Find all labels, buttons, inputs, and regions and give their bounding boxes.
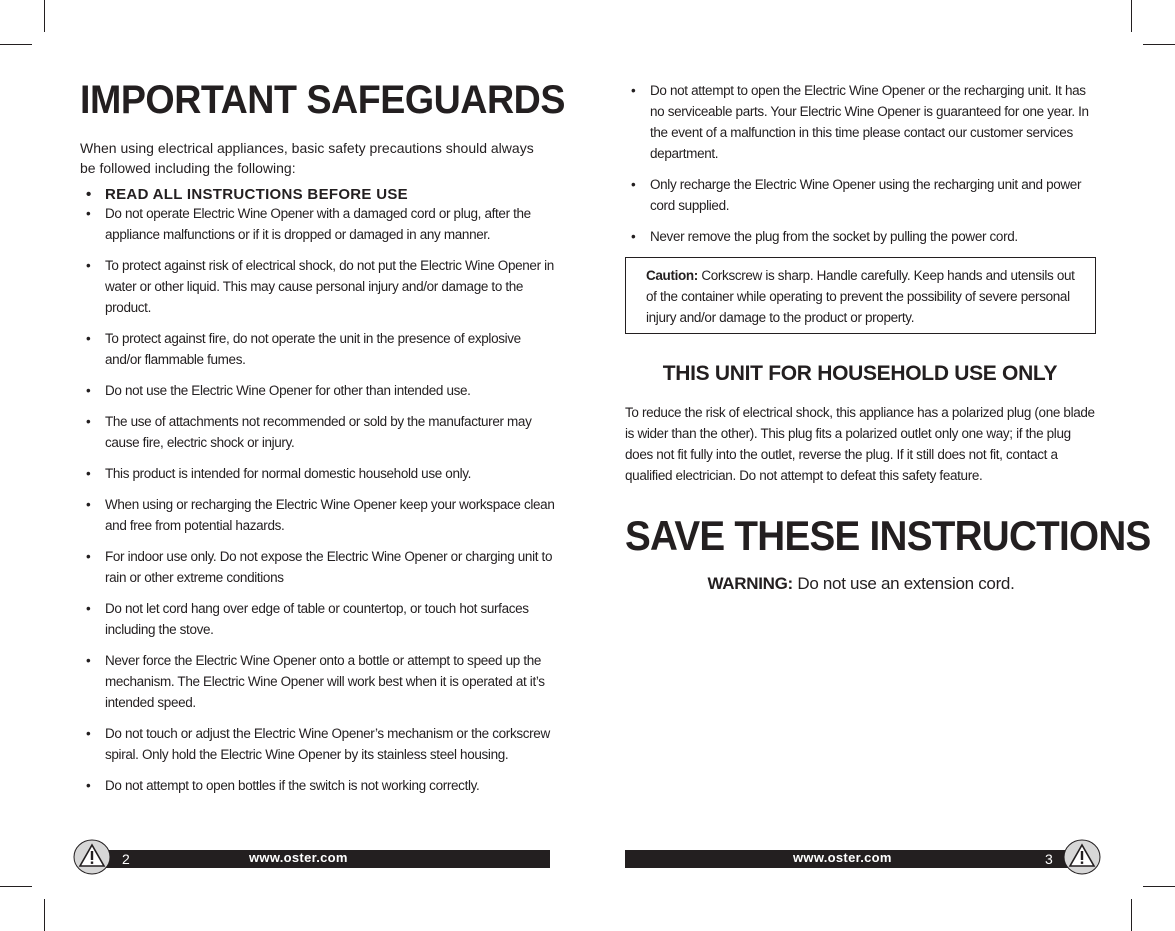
crop-mark bbox=[0, 886, 32, 887]
crop-mark bbox=[1143, 44, 1175, 45]
list-item bbox=[625, 80, 1095, 164]
bullet: • bbox=[86, 331, 91, 346]
list-item-header bbox=[80, 186, 555, 203]
list-item-text: Never remove the plug from the socket by pulling the power cord. bbox=[650, 229, 1018, 244]
list-item bbox=[80, 723, 555, 765]
bullet: • bbox=[631, 83, 636, 98]
bullet: • bbox=[631, 229, 636, 244]
bullet: • bbox=[86, 497, 91, 512]
crop-mark bbox=[1143, 886, 1175, 887]
list-item-text: Only recharge the Electric Wine Opener using the recharging unit and power cord supplied. bbox=[650, 177, 1082, 213]
warning-line bbox=[625, 574, 1097, 594]
bullet: • bbox=[86, 186, 92, 203]
list-item bbox=[80, 598, 555, 640]
crop-mark bbox=[1131, 899, 1132, 931]
warning-triangle-icon bbox=[73, 838, 111, 876]
list-item-text: This product is intended for normal domestic household use only. bbox=[105, 466, 472, 481]
crop-mark bbox=[1131, 0, 1132, 32]
bullet: • bbox=[86, 778, 91, 793]
bullet: • bbox=[86, 414, 91, 429]
bullet: • bbox=[86, 466, 91, 481]
save-title: SAVE THESE INSTRUCTIONS bbox=[625, 512, 1151, 559]
list-item bbox=[80, 650, 555, 713]
list-item bbox=[80, 494, 555, 536]
safeguards-list bbox=[80, 186, 555, 806]
crop-mark bbox=[44, 899, 45, 931]
footer-bar-left bbox=[95, 850, 550, 868]
bullet: • bbox=[86, 258, 91, 273]
list-item-text: Never force the Electric Wine Opener onto a bottle or attempt to speed up the mechanism. The Electric Wine Opener will work best when it is operated at it’s intended speed. bbox=[105, 653, 545, 710]
crop-mark bbox=[44, 0, 45, 32]
crop-mark bbox=[0, 44, 32, 45]
intro-text: When using electrical appliances, basic safety precautions should always be followed including the following: bbox=[80, 140, 534, 176]
bullet: • bbox=[86, 726, 91, 741]
list-item bbox=[625, 174, 1095, 216]
footer-url: www.oster.com bbox=[793, 850, 892, 865]
list-item bbox=[80, 775, 555, 796]
list-item-text: Do not touch or adjust the Electric Wine Opener’s mechanism or the corkscrew spiral. Only hold the Electric Wine Opener by its stainless steel housing. bbox=[105, 726, 550, 762]
caution-text: Corkscrew is sharp. Handle carefully. Keep hands and utensils out of the container while operating to prevent the possibility of severe personal injury and/or damage to the product or property. bbox=[646, 268, 1075, 325]
footer-bar-right bbox=[625, 850, 1071, 868]
warning-label: WARNING: bbox=[707, 574, 793, 593]
caution-label: Caution: bbox=[646, 268, 698, 283]
page-number: 3 bbox=[1045, 851, 1054, 867]
warning-text: Do not use an extension cord. bbox=[792, 574, 1015, 593]
list-item-text: Do not operate Electric Wine Opener with a damaged cord or plug, after the appliance malfunctions or if it is dropped or damaged in any manner. bbox=[105, 206, 531, 242]
bullet: • bbox=[631, 177, 636, 192]
list-item bbox=[80, 255, 555, 318]
bullet: • bbox=[86, 206, 91, 221]
list-item-text: The use of attachments not recommended or sold by the manufacturer may cause fire, electric shock or injury. bbox=[105, 414, 532, 450]
household-text: To reduce the risk of electrical shock, this appliance has a polarized plug (one blade is wider than the other). This plug fits a polarized outlet only one way; if the plug does not fit fully into the outlet, reverse the plug. If it still does not fit, contact a qualified electrician. Do not attempt to defeat this safety feature. bbox=[625, 405, 1095, 483]
list-item bbox=[80, 203, 555, 245]
list-item bbox=[80, 328, 555, 370]
safeguards-list-continued bbox=[625, 80, 1095, 257]
list-item bbox=[80, 411, 555, 453]
list-item bbox=[80, 546, 555, 588]
bullet: • bbox=[86, 653, 91, 668]
list-item-text: Do not let cord hang over edge of table or countertop, or touch hot surfaces including the stove. bbox=[105, 601, 529, 637]
warning-triangle-icon bbox=[1063, 838, 1101, 876]
list-item-text: For indoor use only. Do not expose the Electric Wine Opener or charging unit to rain or other extreme conditions bbox=[105, 549, 553, 585]
household-title: THIS UNIT FOR HOUSEHOLD USE ONLY bbox=[662, 362, 1058, 385]
list-item-text: To protect against fire, do not operate the unit in the presence of explosive and/or flammable fumes. bbox=[105, 331, 521, 367]
bullet: • bbox=[86, 601, 91, 616]
list-item-text: Do not use the Electric Wine Opener for other than intended use. bbox=[105, 383, 471, 398]
caution-box bbox=[625, 257, 1096, 334]
bullet: • bbox=[86, 383, 91, 398]
list-item-text: Do not attempt to open bottles if the switch is not working correctly. bbox=[105, 778, 480, 793]
bullet: • bbox=[86, 549, 91, 564]
list-item bbox=[80, 463, 555, 484]
footer-url: www.oster.com bbox=[249, 850, 348, 865]
list-item bbox=[625, 226, 1095, 247]
header-bullet-text: READ ALL INSTRUCTIONS BEFORE USE bbox=[105, 186, 408, 203]
list-item-text: When using or recharging the Electric Wine Opener keep your workspace clean and free from potential hazards. bbox=[105, 497, 555, 533]
page-number: 2 bbox=[122, 851, 131, 867]
list-item-text: Do not attempt to open the Electric Wine Opener or the recharging unit. It has no serviceable parts. Your Electric Wine Opener is guaranteed for one year. In the event of a malfunction in this time please contact our customer services department. bbox=[650, 83, 1089, 161]
list-item bbox=[80, 380, 555, 401]
page-title: IMPORTANT SAFEGUARDS bbox=[80, 78, 565, 122]
list-item-text: To protect against risk of electrical shock, do not put the Electric Wine Opener in water or other liquid. This may cause personal injury and/or damage to the product. bbox=[105, 258, 554, 315]
